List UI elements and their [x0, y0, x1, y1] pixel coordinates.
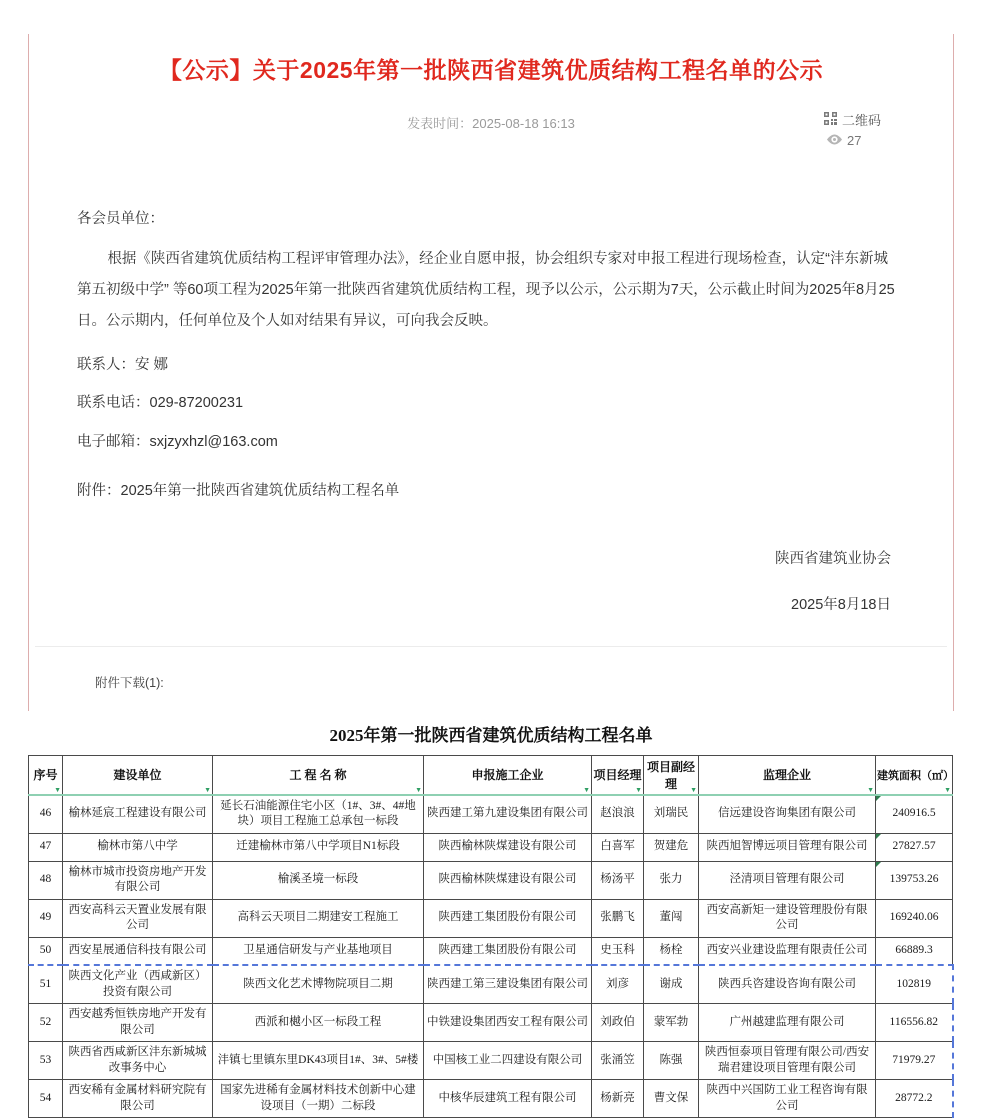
table-cell: 榆溪圣境一标段 — [213, 861, 424, 899]
table-cell: 西安星展通信科技有限公司 — [63, 937, 213, 965]
table-cell: 169240.06 — [876, 899, 953, 937]
signature-date: 2025年8月18日 — [791, 596, 891, 613]
table-cell: 张涌笠 — [592, 1042, 644, 1080]
filter-arrow-icon: ▼ — [690, 785, 697, 794]
column-header: 建筑面积（㎡） ▼ — [876, 755, 953, 795]
table-cell: 陕西建工集团股份有限公司 — [424, 899, 592, 937]
table-cell: 榆林市城市投资房地产开发有限公司 — [63, 861, 213, 899]
column-header: 建设单位 ▼ — [63, 755, 213, 795]
table-row — [29, 1080, 953, 1118]
signature-block — [77, 547, 901, 614]
table-cell: 榆林延宸工程建设有限公司 — [63, 795, 213, 834]
qr-code-label: 二维码 — [841, 113, 881, 128]
table-cell: 赵浪浪 — [592, 795, 644, 834]
table-cell: 卫星通信研发与产业基地项目 — [213, 937, 424, 965]
table-cell: 国家先进稀有金属材料技术创新中心建设项目（一期）二标段 — [213, 1080, 424, 1118]
table-cell: 杨新亮 — [592, 1080, 644, 1118]
contact-email: 电子邮箱：sxjzyxhzl@163.com — [77, 434, 278, 451]
attachment-line: 附件：2025年第一批陕西省建筑优质结构工程名单 — [77, 482, 400, 499]
filter-arrow-icon: ▼ — [204, 785, 211, 794]
table-cell: 240916.5 — [876, 795, 953, 834]
table-cell: 沣镇七里镇东里DK43项目1#、3#、5#楼 — [213, 1042, 424, 1080]
table-cell: 陕西中兴国防工业工程咨询有限公司 — [699, 1080, 876, 1118]
table-cell: 51 — [29, 965, 63, 1004]
table-cell: 西安高科云天置业发展有限公司 — [63, 899, 213, 937]
signature-org: 陕西省建筑业协会 — [775, 550, 891, 567]
table-cell: 信远建设咨询集团有限公司 — [699, 795, 876, 834]
table-title: 2025年第一批陕西省建筑优质结构工程名单 — [329, 725, 653, 745]
table-header-row — [29, 755, 953, 795]
table-cell: 中铁建设集团西安工程有限公司 — [424, 1004, 592, 1042]
table-row — [29, 833, 953, 861]
table-cell: 西派和樾小区一标段工程 — [213, 1004, 424, 1042]
table-cell: 贺建危 — [644, 833, 699, 861]
eye-icon — [827, 131, 842, 151]
table-row — [29, 1042, 953, 1080]
table-cell: 张力 — [644, 861, 699, 899]
table-cell: 49 — [29, 899, 63, 937]
table-cell: 延长石油能源住宅小区（1#、3#、4#地块）项目工程施工总承包一标段 — [213, 795, 424, 834]
table-cell: 47 — [29, 833, 63, 861]
table-cell: 杨栓 — [644, 937, 699, 965]
filter-arrow-icon: ▼ — [635, 785, 642, 794]
announcement-box — [28, 34, 954, 711]
publish-time-label: 发表时间： — [407, 116, 473, 131]
view-count — [824, 131, 881, 151]
qr-code-button[interactable] — [824, 111, 881, 131]
table-cell: 史玉科 — [592, 937, 644, 965]
table-cell: 西安越秀恒铁房地产开发有限公司 — [63, 1004, 213, 1042]
table-cell: 66889.3 — [876, 937, 953, 965]
meta-row — [29, 113, 953, 159]
table-cell: 139753.26 — [876, 861, 953, 899]
publish-time-value: 2025-08-18 16:13 — [472, 116, 575, 131]
table-cell: 陕西建工第三建设集团有限公司 — [424, 965, 592, 1004]
notice-body — [29, 159, 953, 614]
project-table-body — [29, 795, 953, 1118]
table-cell: 陕西文化产业（西咸新区）投资有限公司 — [63, 965, 213, 1004]
table-cell: 陕西省西咸新区沣东新城城改事务中心 — [63, 1042, 213, 1080]
page-title: 【公示】关于2025年第一批陕西省建筑优质结构工程名单的公示 — [158, 57, 824, 83]
table-cell: 陕西榆林陕煤建设有限公司 — [424, 833, 592, 861]
column-header: 监理企业 ▼ — [699, 755, 876, 795]
table-cell: 54 — [29, 1080, 63, 1118]
table-cell: 52 — [29, 1004, 63, 1042]
qr-views-block — [824, 111, 881, 150]
table-cell: 泾清项目管理有限公司 — [699, 861, 876, 899]
salutation: 各会员单位： — [77, 211, 164, 227]
table-row — [29, 937, 953, 965]
table-cell: 西安兴业建设监理有限责任公司 — [699, 937, 876, 965]
table-cell: 白喜军 — [592, 833, 644, 861]
table-cell: 西安高新矩一建设管理股份有限公司 — [699, 899, 876, 937]
table-cell: 陕西兵咨建设咨询有限公司 — [699, 965, 876, 1004]
table-cell: 迁建榆林市第八中学项目N1标段 — [213, 833, 424, 861]
table-row — [29, 795, 953, 834]
contact-person: 联系人：安 娜 — [77, 356, 169, 373]
table-cell: 刘瑞民 — [644, 795, 699, 834]
table-cell: 陕西建工集团股份有限公司 — [424, 937, 592, 965]
column-header: 项目经理 ▼ — [592, 755, 644, 795]
table-cell: 中国核工业二四建设有限公司 — [424, 1042, 592, 1080]
contact-phone: 联系电话：029-87200231 — [77, 395, 244, 412]
table-cell: 48 — [29, 861, 63, 899]
table-row — [29, 1004, 953, 1042]
table-cell: 陕西榆林陕煤建设有限公司 — [424, 861, 592, 899]
table-cell: 刘政伯 — [592, 1004, 644, 1042]
project-table — [28, 755, 954, 1118]
table-cell: 陕西文化艺术博物院项目二期 — [213, 965, 424, 1004]
column-header: 工 程 名 称 ▼ — [213, 755, 424, 795]
table-cell: 陕西恒泰项目管理有限公司/西安瑞君建设项目管理有限公司 — [699, 1042, 876, 1080]
filter-arrow-icon: ▼ — [867, 785, 874, 794]
column-header: 项目副经理 ▼ — [644, 755, 699, 795]
table-cell: 高科云天项目二期建安工程施工 — [213, 899, 424, 937]
table-cell: 陈强 — [644, 1042, 699, 1080]
table-cell: 张鹏飞 — [592, 899, 644, 937]
view-count-value: 27 — [846, 132, 862, 148]
table-row — [29, 899, 953, 937]
column-header: 申报施工企业 ▼ — [424, 755, 592, 795]
table-cell: 71979.27 — [876, 1042, 953, 1080]
table-cell: 116556.82 — [876, 1004, 953, 1042]
table-cell: 28772.2 — [876, 1080, 953, 1118]
table-row — [29, 861, 953, 899]
table-cell: 榆林市第八中学 — [63, 833, 213, 861]
attachment-download-label[interactable]: 附件下载(1): — [95, 675, 164, 690]
attachment-table-section — [0, 721, 982, 1118]
qr-code-icon — [824, 111, 837, 131]
table-cell: 中核华辰建筑工程有限公司 — [424, 1080, 592, 1118]
column-header: 序号 ▼ — [29, 755, 63, 795]
table-cell: 27827.57 — [876, 833, 953, 861]
table-cell: 蒙军勃 — [644, 1004, 699, 1042]
notice-paragraph: 根据《陕西省建筑优质结构工程评审管理办法》，经企业自愿申报，协会组织专家对申报工程进行现场检查，认定“沣东新城第五初级中学” 等60项工程为2025年第一批陕西省建筑优质结构工程，现予以公示，公示期为7天，公示截止时间为2025年8月25日。公示期内，任何单位及个人如对结果有异议，可向我会反映。 — [77, 251, 895, 330]
filter-arrow-icon: ▼ — [54, 785, 61, 794]
table-row — [29, 965, 953, 1004]
table-cell: 陕西旭智博远项目管理有限公司 — [699, 833, 876, 861]
table-cell: 50 — [29, 937, 63, 965]
table-cell: 董闯 — [644, 899, 699, 937]
table-cell: 广州越建监理有限公司 — [699, 1004, 876, 1042]
table-cell: 53 — [29, 1042, 63, 1080]
filter-arrow-icon: ▼ — [415, 785, 422, 794]
table-cell: 刘彦 — [592, 965, 644, 1004]
table-cell: 陕西建工第九建设集团有限公司 — [424, 795, 592, 834]
table-cell: 杨汤平 — [592, 861, 644, 899]
table-cell: 46 — [29, 795, 63, 834]
table-cell: 西安稀有金属材料研究院有限公司 — [63, 1080, 213, 1118]
table-cell: 曹文保 — [644, 1080, 699, 1118]
filter-arrow-icon: ▼ — [944, 785, 951, 794]
table-cell: 102819 — [876, 965, 953, 1004]
filter-arrow-icon: ▼ — [583, 785, 590, 794]
table-cell: 谢成 — [644, 965, 699, 1004]
